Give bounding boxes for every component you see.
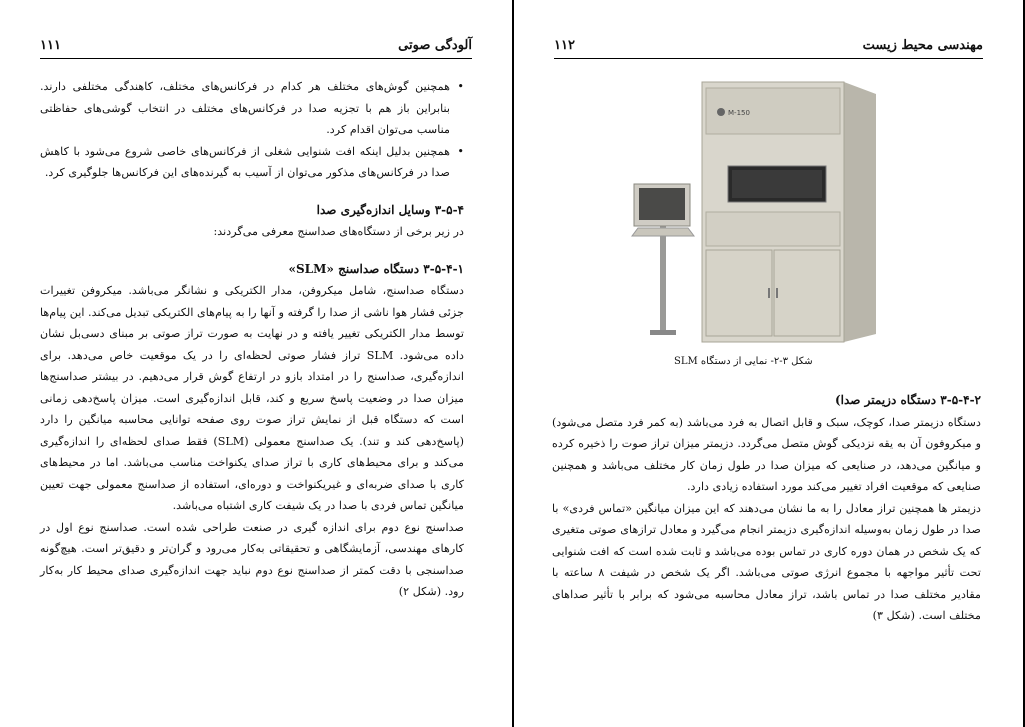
- paragraph: دستگاه صداسنج، شامل میکروفن، مدار الکتریکی و نشانگر می‌باشد. میکروفن تغییرات جزئی فشار هوا ناشی از صدا را گرفته و آنها را به پیام‌های الکتریکی تبدیل می‌کند. این پیام‌ها توسط مدار الکتریکی تغییر یافته و در نهایت به صورت تراز صوتی بر مبنای دسی‌بل نشان داده می‌شود. SLM تراز فشار صوتی لحظه‌ای را در یک موقعیت خاص می‌دهد. برای اندازه‌گیری، صداسنج را در امتداد بازو در ارتفاع گوش قرار می‌دهیم. در بیشتر صداسنج‌ها میزان صدا در وضعیت پاسخ سریع و کند، قابل اندازه‌گیری است. میزان پاسخ‌دهی زمانی است که دستگاه قبل از نمایش تراز صوت روی صفحه توانایی محاسبه میانگین را دارد (پاسخ‌دهی کند و تند). یک صداسنج معمولی (SLM) فقط صدای لحظه‌ای را اندازه‌گیری می‌کند و برای محیط‌های کاری با تراز صدای یکنواخت مناسب می‌باشد. اما در محیط‌های کاری با صدای ضربه‌ای و غیریکنواخت و دوره‌ای، استفاده از صداسنج معمولی جهت تعیین میانگین تماس فردی با صدا در یک شیفت کاری اشتباه می‌باشد.: [40, 284, 464, 512]
- section-heading: ۳-۵-۴-۲ دستگاه دزیمتر صدا): [834, 393, 981, 407]
- right-page-header: [554, 38, 983, 53]
- page-number: ۱۱۲: [554, 38, 575, 53]
- bullet-dot-icon: •: [457, 144, 464, 158]
- running-title: مهندسی محیط زیست: [862, 38, 983, 53]
- bullet-text: همچنین گوش‌های مختلف هر کدام در فرکانس‌های مختلف، کاهندگی مختلفی دارند. بنابراین باز هم با تجزیه صدا در فرکانس‌های مختلف در انتخاب گوشی‌های حفاظتی مناسب می‌توان اقدام کرد.: [40, 80, 450, 136]
- bullet-text: همچنین بدلیل اینکه افت شنوایی شغلی از فرکانس‌های خاصی شروع می‌شود با کاهش صدا در فرکانس‌های مذکور می‌توان از آسیب به گیرنده‌های این فرکانس‌ها جلوگیری کرد.: [40, 144, 450, 179]
- section-intro: در زیر برخی از دستگاه‌های صداسنج معرفی می‌گردند:: [213, 225, 464, 238]
- machine-label: M-150: [728, 109, 750, 117]
- left-page-header: [40, 38, 472, 53]
- paragraph: دزیمتر ها همچنین تراز معادل را به ما نشان می‌دهند که این میزان میانگین «تماس فردی» با صدا در طول زمان به‌وسیله اندازه‌گیری دزیمتر انجام می‌گیرد و معادل ترازهای صوتی متغیری که یک شخص در همان دوره کاری در تماس بوده می‌باشد و ثابت شده است که افت شنوایی تحت تأثیر مواجهه با مجموع انرژی صوتی می‌باشد. اگر یک شخص در شیفت ۸ ساعته با مقادیر مختلف صدا در تماس باشد، تراز معادل محاسبه می‌شود که برابر با تأثیر صداهای مختلف است. (شکل ۳): [552, 501, 982, 622]
- header-rule: [40, 58, 472, 59]
- figure-caption: شکل ۳-۲- نمایی از دستگاه SLM: [674, 356, 813, 367]
- paragraph: دستگاه دزیمتر صدا، کوچک، سبک و قابل اتصال به فرد می‌باشد (به کمر فرد متصل می‌شود) و میکروفون آن به یقه نزدیکی گوش متصل می‌گردد. دزیمتر میزان تراز صوت را ذخیره کرده و میانگین می‌دهد، در صنایعی که میزان صدا در طول زمان کار مختلف می‌باشد و همچنین صنایعی که موقعیت افراد تغییر می‌کند مورد استفاده زیادی دارد.: [552, 415, 981, 493]
- left-page-body: [40, 76, 464, 603]
- paragraph: صداسنج نوع دوم برای اندازه گیری در صنعت طراحی شده است. صداسنج نوع اول در کارهای مهندسی، آزمایشگاهی و تحقیقاتی به‌کار می‌رود و گران‌تر و دقیق‌تر است. هیچ‌گونه صداسنجی با دقت کمتر از صداسنج نوع دوم نباید جهت اندازه‌گیری صدای محیط کار به‌کار رود. (شکل ۲): [40, 520, 464, 598]
- subsection-heading: ۳-۵-۴-۱ دستگاه صداسنج «SLM»: [288, 261, 464, 276]
- page-number: ۱۱۱: [40, 38, 61, 53]
- slm-figure: [624, 72, 894, 344]
- right-page: [514, 0, 1025, 727]
- bullet-dot-icon: •: [457, 80, 464, 93]
- right-page-body: [552, 390, 981, 627]
- bullet-item: [40, 141, 464, 184]
- header-rule: [554, 58, 983, 59]
- running-title: آلودگی صوتی: [398, 38, 472, 53]
- section-heading: ۳-۵-۴ وسایل اندازه‌گیری صدا: [316, 202, 464, 217]
- bullet-item: [40, 76, 464, 141]
- slm-machine-image: [624, 72, 894, 344]
